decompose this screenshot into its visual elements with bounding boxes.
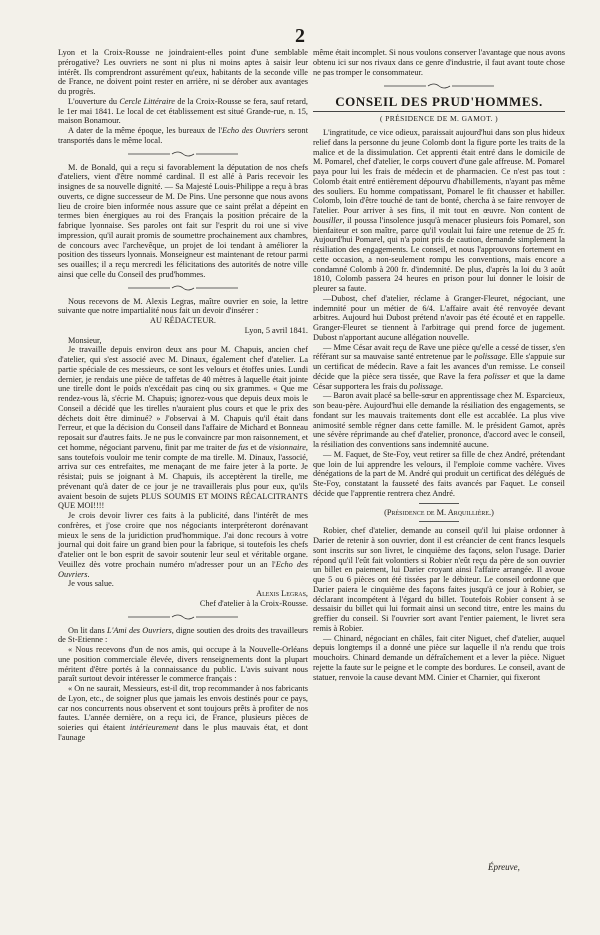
letter-body: Je travaille depuis environ deux ans pour M. Chapuis, ancien chef d'atelier, qui s'est associé avec M. Dinaux, également chef d'atelier. La partie spéciale de ces messieurs, ce sont les velours et étoffes unies. Lundi dernier, je rendais une pièce de taffetas de 40 mètres à laquelle était jointe une tirelle dont le poids n'excédait pas cinq ou six grammes. « Que me rendez-vous là, s'écrie M. Chapuis; ignorez-vous que depuis deux mois le Conseil a décidé que les tirelles n'auraient plus cours et que le prix des déchets doit être diminué? » J'observai à M. Chapuis qu'il était dans l'erreur, et que la décision du Conseil dans l'affaire de Michard et Bonneau reposait sur d'autres faits. Je ne pus le convaincre par mon raisonnement, et cet homme, négociant parvenu, finit par me traiter de fus et de visionnaire, sans toutefois vouloir me tenir compte de ma tirelle. M. Dinaux, l'associé, arriva sur ces entrefaites, me menaçant de me faire jeter à la porte. Je résistai; puis se joignant à M. Chapuis, ils acceptèrent la tirelle, me prévenant qu'à dater de ce jour je ne travaillerais plus pour eux, qu'ils avaient besoin de sujets PLUS SOUMIS ET MOINS RÉCALCITRANTS QUE MOI!!!!	[58, 345, 308, 511]
paragraph: M. de Bonald, qui a reçu si favorablement la députation de nos chefs d'ateliers, vient d'être nommé cardinal. Il est allé à Paris recevoir les insignes de sa nouvelle dignité. — Sa Majesté Louis-Philippe a reçu à bras ouverts, ce digne successeur de M. De Pins. Une personne que nous avons lieu de croire bien informée nous assure que ce saint prélat a dépeint en termes bien énergiques au roi des Français la position précaire de la fabrique lyonnaise. Ses paroles ont fait sur l'esprit du roi une si vive impression, qu'il aurait promis de soumettre prochainement aux chambres, de concours avec l'archevêque, un projet de loi tendant à améliorer la position des tisseurs lyonnais. Monseigneur est maintenant de retour parmi ses ouailles; il a reçu mercredi les félicitations des autorités de notre ville ainsi que celle du Conseil des prud'hommes.	[58, 162, 308, 279]
paragraph: — Chinard, négociant en châles, fait citer Niguet, chef d'atelier, auquel depuis longtemps il a donné une pièce sur laquelle il n'a rendu que trois mouchoirs. Chinard demande un défraîchement et a lever la pièce. Niguet rejette la faute sur le peigne et le compte des bordures. Le conseil, avant de statuer, renvoie la cause devant MM. Cinier et Charnier, qui fixeront	[313, 633, 565, 682]
paragraph: même était incomplet. Si nous voulons conserver l'avantage que nous avons obtenu ici sur nos rivaux dans ce genre d'industrie, il faut avant toute chose ne pas tromper le consommateur.	[313, 48, 565, 77]
paragraph: L'ingratitude, ce vice odieux, paraissait aujourd'hui dans son plus hideux relief dans la personne du jeune Colomb dont la figure porte les traits de la malice et de la dissimulation. Cet apprenti était entré dans le domicile de M. Pomarel, chef d'atelier, le corps couvert d'une gale affreuse. M. Pomarel paya pour lui les frais de médecin et de pharmacien. Ce n'est pas tout : Colomb était entré entièrement dépourvu d'habillements, n'ayant pas même des souliers. Eu homme compatissant, Pomarel le fit chausser et habiller. Colomb, loin d'être touché de tant de bonté, chercha à se faire renvoyer de l'atelier. Pour arriver à ses fins, il mit tout en œuvre. Non content de bousiller, il poussa l'insolence jusqu'à menacer plusieurs fois Pomarel, son bienfaiteur et son maître, parce qu'il voulait lui faire une retenue de 25 fr. Aujourd'hui Pomarel, qui n'a point pris de caution, demande simplement la résiliation des engagements. Le conseil, et nous l'approuvons fortement en cette occasion, a non-seulement rompu les conventions, mais encore a condamné Colomb à 200 fr. d'indemnité. De plus, d'après la loi du 3 août 1810, Colomb passera 24 heures en prison pour lui donner le loisir de pleurer sa faute.	[313, 128, 565, 293]
paragraph: — M. Faquet, de Ste-Foy, veut retirer sa fille de chez André, prétendant que loin de lui apprendre les velours, il l'emploie comme vachère. Vives dénégations de la part de M. André qui produit un certificat des délégués de Ste-Foy, constatant la fausseté des faits avancés par Faquet. Le conseil décide que l'apprentie rentrera chez André.	[313, 449, 565, 498]
letter-closing: Je vous salue.	[68, 579, 114, 589]
page-number: 2	[295, 25, 305, 47]
paragraph: « On ne saurait, Messieurs, est-il dit, trop recommander à nos fabricants de Lyon, etc., de soigner plus que jamais les envois destinés pour ce pays, car nos concurrents nous observent et sont toujours prêts à profiter de nos fautes. L'année dernière, on a reçu ici, de France, plusieurs pièces de soieries qui étaient intérieurement dans le plus mauvais état, et dont l'aunage	[58, 684, 309, 742]
letter-body: Je crois devoir livrer ces faits à la publicité, dans l'intérêt de mes confrères, et j'ose croire que nos négociants interpréteront dorénavant mieux le sens de la juridiction prud'hommique. J'ai donc recours à votre journal qui doit faire un grand bien pour la fabrique, si toutefois les chefs d'atelier ont le bon esprit de savoir soutenir leur seul et véritable organe. Veuillez dès votre prochain numéro m'adresser pour un an l'Echo des Ouvriers.	[58, 511, 308, 579]
paragraph: Robier, chef d'atelier, demande au conseil qu'il lui plaise ordonner à Darier de retenir à son ouvrier, dont il est créancier de cent francs lesquels sont inscrits sur son livret, le cinquième des façons, selon l'usage. Darier répond qu'il l'eût fait volontiers si Robier n'eût reçu da père de son ouvrier un billet en paiement, lui Darier croyant ainsi l'affaire arrangée. Il avoue que 5 ou 6 pièces ont été tissées par le débiteur. Le conseil ordonne que Darier paiera le cinquième des façons faites jusqu'à ce jour à Robier, se déclarant incompétent à l'égard du billet. Toutefois Robier consent à se dessaisir du billet qui lui formait ainsi un second titre, entre les mains du greffier du conseil. Si l'ouvrier sort avant l'entier paiement, le livret sera remis à Robier.	[313, 526, 565, 633]
signature-name: Alexis Legras,	[256, 589, 308, 598]
paragraph: —Dubost, chef d'atelier, réclame à Granger-Fleuret, négociant, une indemnité pour un métier de 6/4. L'affaire avait été renvoyée devant arbitres. Aujourd hui Dubost prétend n'avoir pas été écouté et en rappelle. Granger-Fleuret se tiennent à l'arbitrage qui prend force de jugement. Dubost n'apportant aucune allégation nouvelle.	[313, 293, 565, 342]
paragraph: Lyon et la Croix-Rousse ne joindraient-elles point d'une semblable prérogative? Les ouvriers ne sont ni plus ni moins aptes à saisir leur intérêt. Ils comprendront assurément qu'eux, habitants de la seconde ville de France, ne doivent point rester en arrière, ni se dérober aux avantages du progrès.	[58, 48, 308, 96]
letter-heading: AU RÉDACTEUR.	[150, 316, 216, 325]
subsection-title: (Présidence de M. Arquillière.)	[384, 507, 494, 517]
ornament-divider	[128, 150, 238, 159]
ornament-divider	[128, 284, 238, 293]
right-column	[313, 48, 565, 682]
paragraph: A dater de la même époque, les bureaux de l'Echo des Ouvriers seront transportés dans le même local.	[58, 126, 308, 145]
left-column	[58, 48, 308, 743]
paragraph: On lit dans L'Ami des Ouvriers, digne soutien des droits des travailleurs de St-Etienne :	[58, 625, 308, 645]
ornament-divider	[384, 81, 494, 90]
divider	[419, 521, 459, 522]
section-title: CONSEIL DES PRUD'HOMMES.	[313, 94, 565, 112]
paragraph: L'ouverture du Cercle Littéraire de la Croix-Rousse se fera, sauf retard, le 1er mai 1841. Le local de cet établissement est situé Grande-rue, n. 15, maison Bonamour.	[58, 96, 308, 126]
ornament-divider	[128, 613, 238, 622]
paragraph: « Nous recevons d'un de nos amis, qui occupe à la Nouvelle-Orléans une position commerciale élevée, divers renseignements dont la plupart méritent d'être portés à la connaissance du public. L'avis suivant nous paraît surtout devoir intéresser le commerce français :	[58, 645, 308, 684]
divider	[419, 503, 459, 504]
paragraph: Nous recevons de M. Alexis Legras, maître ouvrier en soie, la lettre suivante que notre impartialité nous fait un devoir d'insérer :	[58, 296, 308, 316]
paragraph: — Mme César avait reçu de Rave une pièce qu'elle a cessé de tisser, s'en référant sur sa mauvaise santé entretenue par le polissage. Elle s'appuie sur un certificat de médecin. Rave a fait les avances d'un remisse. Le conseil décide que la pièce sera tissée, que Rave la fera polisser et que la dame César supportera les frais du polissage.	[313, 342, 565, 391]
letter-salutation: Monsieur,	[68, 335, 102, 345]
letter-date: Lyon, 5 avril 1841.	[244, 325, 308, 335]
section-subtitle: ( PRÉSIDENCE DE M. GAMOT. )	[380, 114, 498, 124]
catchword: Épreuve,	[488, 862, 520, 872]
signature-title: Chef d'atelier à la Croix-Rousse.	[199, 598, 308, 608]
paragraph: — Baron avait placé sa belle-sœur en apprentissage chez M. Esparcieux, son beau-père. Aujourd'hui elle demande la résiliation des engagements, se fondant sur les mauvais traitements dont elle est accablée. La plus vive animosité semble régner dans cette famille. M. le président Gamot, après une sévère réprimande au chef d'atelier, prononce, d'accord avec le conseil, la résiliation des conventions sans indemnité aucune.	[313, 391, 565, 449]
